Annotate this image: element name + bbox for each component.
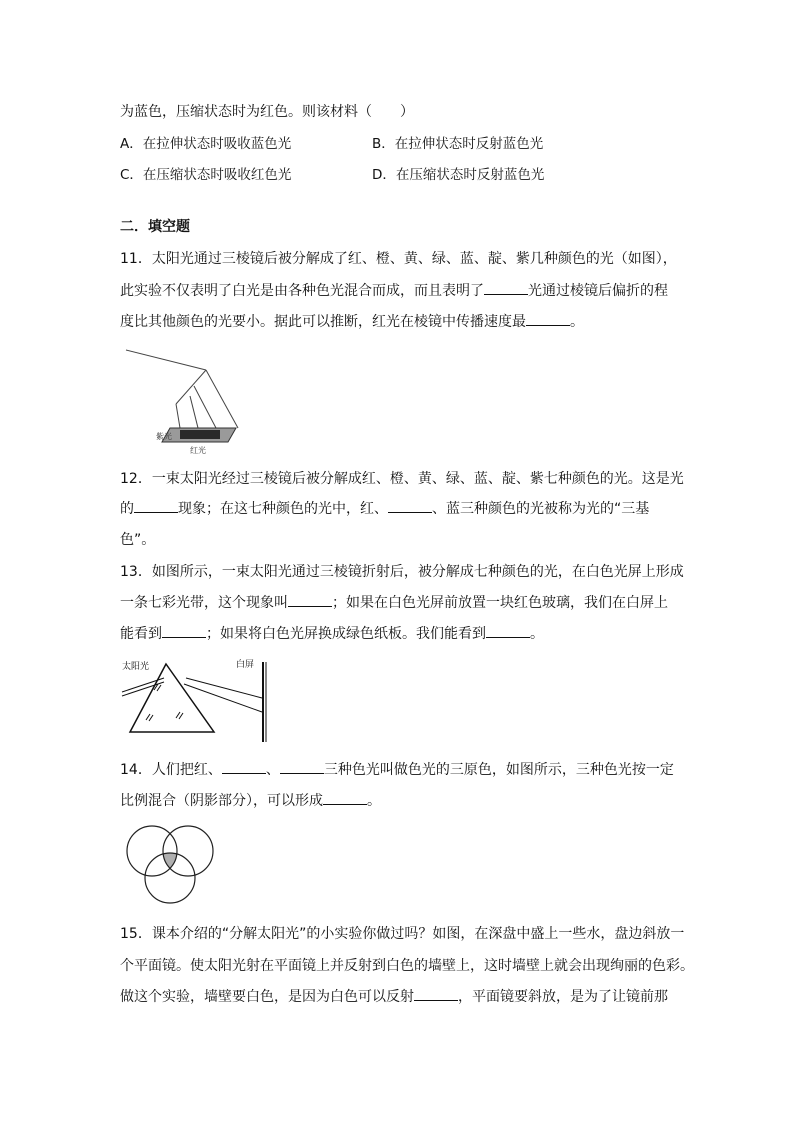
q13-text: ；如果将白色光屏换成绿色纸板。我们能看到 [206,626,486,642]
q11-line-1: 11．太阳光通过三棱镜后被分解成了红、橙、黄、绿、蓝、靛、紫几种颜色的光（如图）， [120,251,677,267]
prism-screen-diagram [120,656,275,744]
q11-blank-2 [526,313,570,326]
sunlight-label: 太阳光 [122,662,150,672]
section-title-fill-in: 二．填空题 [120,219,190,235]
q12-line-3: 色”。 [120,532,156,548]
q13-line-2 [120,594,668,612]
glass-hatch [146,714,150,720]
figure-three-primary-circles [120,820,220,906]
q13-line-3 [120,625,544,643]
q11-text: 光通过棱镜后偏折的程 [528,283,668,299]
q11-line-3 [120,313,584,331]
q14-line-1 [120,761,674,779]
q15-blank-1 [414,988,458,1001]
q14-text: 14．人们把红、 [120,762,222,778]
q15-line-2: 个平面镜。使太阳光射在平面镜上并反射到白色的墙壁上，这时墙壁上就会出现绚丽的色彩。 [120,958,694,974]
q13-text: ；如果在白色光屏前放置一块红色玻璃，我们在白屏上 [332,595,668,611]
red-label: 红光 [190,446,206,455]
q12-blank-2 [388,500,432,513]
glass-hatch [149,715,153,721]
q14-text: 三种色光叫做色光的三原色，如图所示，三种色光按一定 [323,762,674,778]
prism-edge [206,370,238,428]
q13-text: 。 [530,626,544,642]
q11-text: 度比其他颜色的光要小。据此可以推断，红光在棱镜中传播速度最 [120,314,526,330]
q12-line-1: 12．一束太阳光经过三棱镜后被分解成红、橙、黄、绿、蓝、靛、紫七种颜色的光。这是光 [120,471,684,487]
dispersed-ray [194,386,216,428]
q15-line-3 [120,988,668,1006]
q13-blank-1 [288,594,332,607]
option-a: A．在拉伸状态时吸收蓝色光 [120,136,292,152]
q12-text: 的 [120,501,134,517]
q14-blank-3 [323,792,367,805]
q13-text: 能看到 [120,626,162,642]
option-b: B．在拉伸状态时反射蓝色光 [372,136,544,152]
q15-text: 做这个实验，墙壁要白色，是因为白色可以反射 [120,989,414,1005]
q13-blank-2 [162,625,206,638]
glass-hatch [157,685,161,691]
option-d: D．在压缩状态时反射蓝色光 [372,167,545,183]
refracted-ray [186,678,262,698]
q13-text: 一条七彩光带，这个现象叫 [120,595,288,611]
q12-text: 、蓝三种颜色的光被称为光的“三基 [432,501,650,517]
white-screen-label: 白屏 [236,660,255,670]
figure-prism-screen [120,656,275,744]
figure-prism-spectrum [120,344,250,456]
circle-right [163,826,213,876]
q11-line-2 [120,282,668,300]
spectrum-band [180,430,220,439]
q13-line-1: 13．如图所示，一束太阳光通过三棱镜折射后，被分解成七种颜色的光，在白色光屏上形成 [120,564,684,580]
glass-hatch [176,712,180,718]
violet-label: 紫光 [156,432,172,441]
q14-text: 比例混合（阴影部分），可以形成 [120,793,323,809]
q14-text: 。 [367,793,381,809]
dispersed-ray [190,396,198,428]
primary-colors-venn [120,820,220,906]
q11-text: 。 [570,314,584,330]
question-10-tail: 为蓝色，压缩状态时为红色。则该材料（ ） [120,104,414,120]
q12-blank-1 [134,500,178,513]
q15-text: ，平面镜要斜放，是为了让镜前那 [458,989,668,1005]
q14-text: 、 [265,762,280,778]
prism-spectrum-diagram [120,344,250,456]
q13-blank-3 [486,625,530,638]
light-ray [126,350,206,370]
q11-text: 此实验不仅表明了白光是由各种色光混合而成，而且表明了 [120,283,484,299]
glass-hatch [179,713,183,719]
q12-text: 现象；在这七种颜色的光中，红、 [178,501,388,517]
q15-line-1: 15．课本介绍的“分解太阳光”的小实验你做过吗？如图，在深盘中盛上一些水，盘边斜放一 [120,926,685,942]
dispersed-ray [176,404,180,428]
q14-line-2 [120,792,381,810]
option-c: C．在压缩状态时吸收红色光 [120,167,292,183]
q14-blank-2 [280,761,324,774]
q14-blank-1 [222,761,266,774]
q12-line-2 [120,500,649,518]
q11-blank-1 [484,282,528,295]
prism [130,664,214,732]
